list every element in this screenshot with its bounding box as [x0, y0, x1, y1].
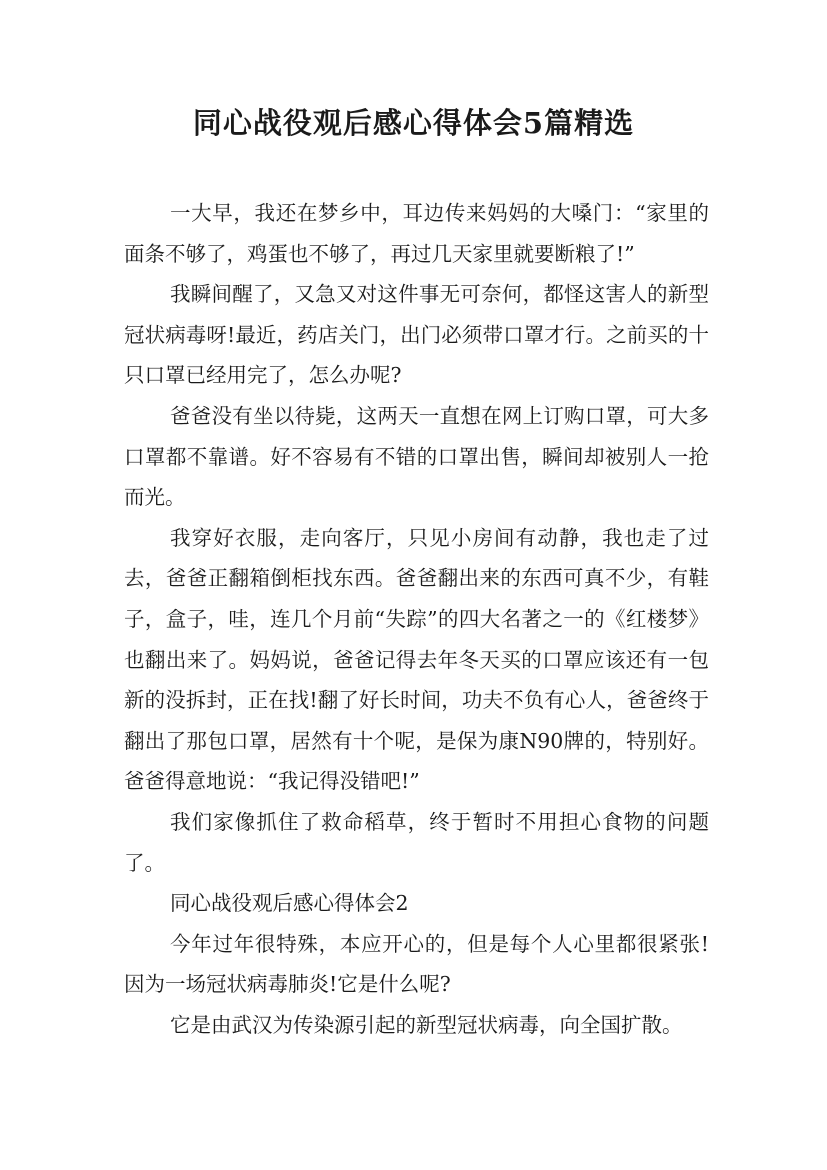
document-title: 同心战役观后感心得体会5篇精选	[192, 106, 635, 140]
paragraph: 我们家像抓住了救命稻草，终于暂时不用担心食物的问题了。	[124, 809, 709, 875]
paragraph: 我瞬间醒了，又急又对这件事无可奈何，都怪这害人的新型冠状病毒呀!最近，药店关门，出门必须带口罩才行。之前买的十只口罩已经用完了，怎么办呢?	[124, 282, 709, 388]
paragraph: 今年过年很特殊，本应开心的，但是每个人心里都很紧张!因为一场冠状病毒肺炎!它是什么呢?	[124, 931, 709, 997]
paragraph: 爸爸没有坐以待毙，这两天一直想在网上订购口罩，可大多口罩都不靠谱。好不容易有不错的口罩出售，瞬间却被别人一抢而光。	[124, 403, 709, 510]
section-heading: 同心战役观后感心得体会2	[170, 891, 409, 916]
paragraph: 一大早，我还在梦乡中，耳边传来妈妈的大嗓门：“家里的面条不够了，鸡蛋也不够了，再过几天家里就要断粮了!”	[124, 201, 709, 266]
paragraph: 我穿好衣服，走向客厅，只见小房间有动静，我也走了过去，爸爸正翻箱倒柜找东西。爸爸翻出来的东西可真不少，有鞋子，盒子，哇，连几个月前“失踪”的四大名著之一的《红楼梦》也翻出来了。妈妈说，爸爸记得去年冬天买的口罩应该还有一包新的没拆封，正在找!翻了好长时间，功夫不负有心人，爸爸终于翻出了那包口罩，居然有十个呢，是保为康N90牌的，特别好。爸爸得意地说：“我记得没错吧!”	[124, 525, 709, 794]
paragraph: 它是由武汉为传染源引起的新型冠状病毒，向全国扩散。	[170, 1012, 683, 1037]
document-body	[124, 193, 709, 1045]
